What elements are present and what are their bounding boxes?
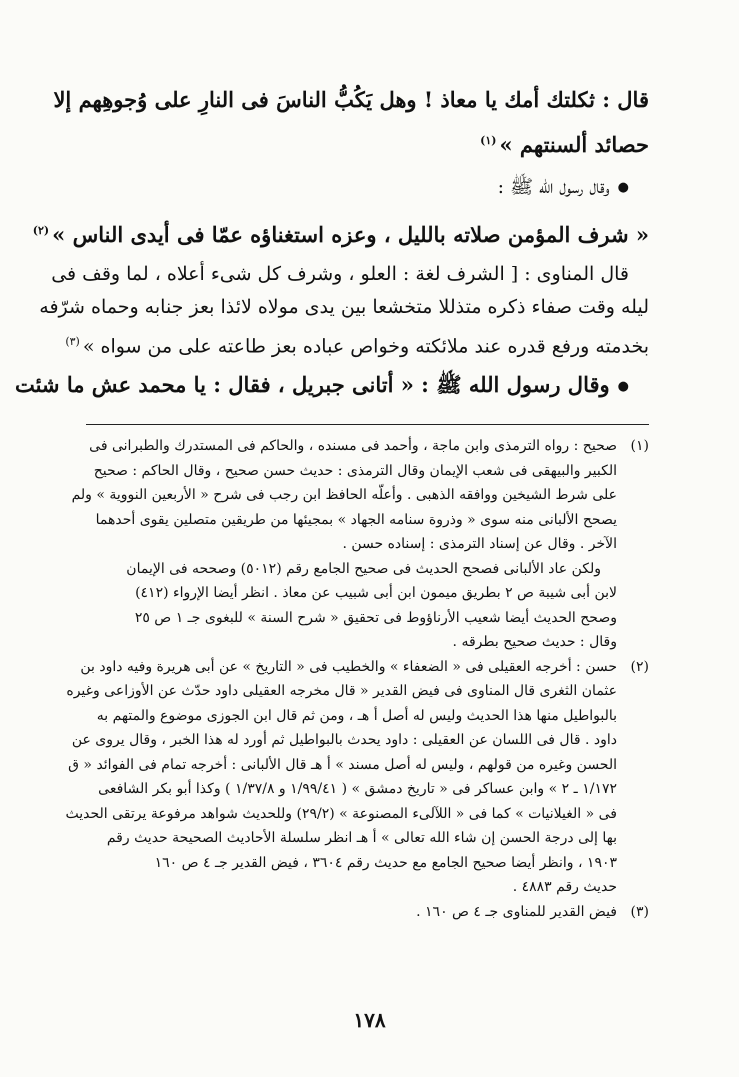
footnote-1-extra-2: لابن أبى شيبة ص ٢ بطريق ميمون ابن أبى شبيب عن معاذ . انظر أيضا الإرواء (٤١٢) xyxy=(135,585,617,601)
footnote-mark-3: (٣) xyxy=(65,335,80,348)
footnotes xyxy=(65,434,649,924)
body-line-3: ● وقال رسول الله ﷺ : xyxy=(69,172,629,203)
footnote-1-line-4: يصحح الألبانى منه سوى « وذروة سنامه الجهاد » بمجيئها من طريقين متصلين يقوى أحدهما xyxy=(95,511,617,528)
footnote-1-line-3: على شرط الشيخين ووافقه الذهبى . وأعلّه الحافظ ابن رجب فى شرح « الأربعين النووية » ولم xyxy=(71,487,617,503)
footnote-separator xyxy=(86,424,649,425)
footnote-2-line-7: فى « الغيلانيات » كما فى « اللآلىء المصنوعة » (٢٩/٢) وللحديث شواهد مرفوعة يرتقى الحديث xyxy=(65,805,617,822)
footnote-1-extra-4: وقال : حديث صحيح بطرقه . xyxy=(452,634,617,650)
body-line-5: قال المناوى : [ الشرف لغة : العلو ، وشرف كل شىء أعلاه ، لما وقف فى xyxy=(51,263,629,285)
footnote-1-line-5: الآخر . وقال عن إسناد الترمذى : إسناده حسن . xyxy=(342,536,617,552)
body-line-8: ● وقال رسول الله ﷺ : « أتانى جبريل ، فقال : يا محمد عش ما شئت xyxy=(69,370,629,402)
footnote-1-extra-3: وصحح الحديث أيضا شعيب الأرناؤوط فى تحقيق « شرح السنة » للبغوى جـ ١ ص ٢٥ xyxy=(134,609,617,626)
footnote-2-line-3: بالبواطيل منها هذا الحديث وليس له أصل أ هـ ، ومن ثم قال ابن الجوزى موضوع والمتهم به xyxy=(96,707,617,724)
footnote-1-line-2: الكبير والبيهقى فى شعب الإيمان وقال الترمذى : حديث حسن صحيح ، وقال الحاكم : صحيح xyxy=(93,462,617,479)
footnote-2-line-8: بها إلى درجة الحسن إن شاء الله تعالى » أ هـ انظر سلسلة الأحاديث الصحيحة حديث رقم xyxy=(106,830,617,846)
body-line-6: ليله وقت صفاء ذكره متذللا متخشعا بين يدى مولاه لائذا بعز جنابه وحماه شرّفه xyxy=(39,296,649,318)
footnote-2-line-5: الحسن وغيره من قولهم ، وليس له أصل مسند » أ هـ قال الألبانى : أخرجه تمام فى الفوائد « ق xyxy=(68,756,617,773)
footnote-1-line-1: (١)صحيح : رواه الترمذى وابن ماجة ، وأحمد فى مسنده ، والحاكم فى المستدرك والطبرانى فى xyxy=(89,438,649,454)
body-line-1: قال : ثكلتك أمك يا معاذ ! وهل يَكُبُّ الناسَ فى النارِ على وُجوهِهم إلا xyxy=(53,87,649,112)
footnote-1-extra-1: ولكن عاد الألبانى فصحح الحديث فى صحيح الجامع رقم (٥٠١٢) وصححه فى الإيمان xyxy=(126,560,601,577)
footnote-2-line-4: داود . قال فى اللسان عن العقيلى : داود يحدث بالبواطيل ثم أورد له هذا الخبر ، وقال يروى عن xyxy=(71,732,617,748)
footnote-2-line-10: حديث رقم ٤٨٨٣ . xyxy=(512,879,617,895)
body-line-7: بخدمته ورفع قدره عند ملائكته وخواص عباده بعز طاعته على من سواه »$^{(٣)}$ xyxy=(65,335,649,358)
footnote-mark-1: (١) xyxy=(480,134,497,147)
body-line-4: « شرف المؤمن صلاته بالليل ، وعزه استغناؤه عمّا فى أيدى الناس »$^{(٢)}$ xyxy=(32,222,649,247)
footnote-2-line-1: (٢)حسن : أخرجه العقيلى فى « الضعفاء » والخطيب فى « التاريخ » عن أبى هريرة وفيه داود بن xyxy=(80,658,649,675)
footnote-2-line-6: ١/١٧٢ ـ ٢ » وابن عساكر فى « تاريخ دمشق » ( ١/٩٩/٤١ و ١/٣٧/٨ ) وكذا أبو بكر الشافعى xyxy=(98,781,617,797)
footnote-3-line-1: (٣)فيض القدير للمناوى جـ ٤ ص ١٦٠ . xyxy=(416,903,649,920)
footnote-2-line-2: عثمان الثغرى قال المناوى فى فيض القدير « قال مخرجه العقيلى داود حدّث عن الأوزاعى وغيره xyxy=(66,683,617,699)
body-line-2: حصائد ألسنتهم »$^{(١)}$ xyxy=(480,132,649,157)
footnote-mark-2: (٢) xyxy=(32,224,50,237)
page-number: ١٧٨ xyxy=(353,1008,386,1032)
footnote-2-line-9: ١٩٠٣ ، وانظر أيضا صحيح الجامع مع حديث رقم ٣٦٠٤ ، فيض القدير جـ ٤ ص ١٦٠ xyxy=(154,854,617,871)
